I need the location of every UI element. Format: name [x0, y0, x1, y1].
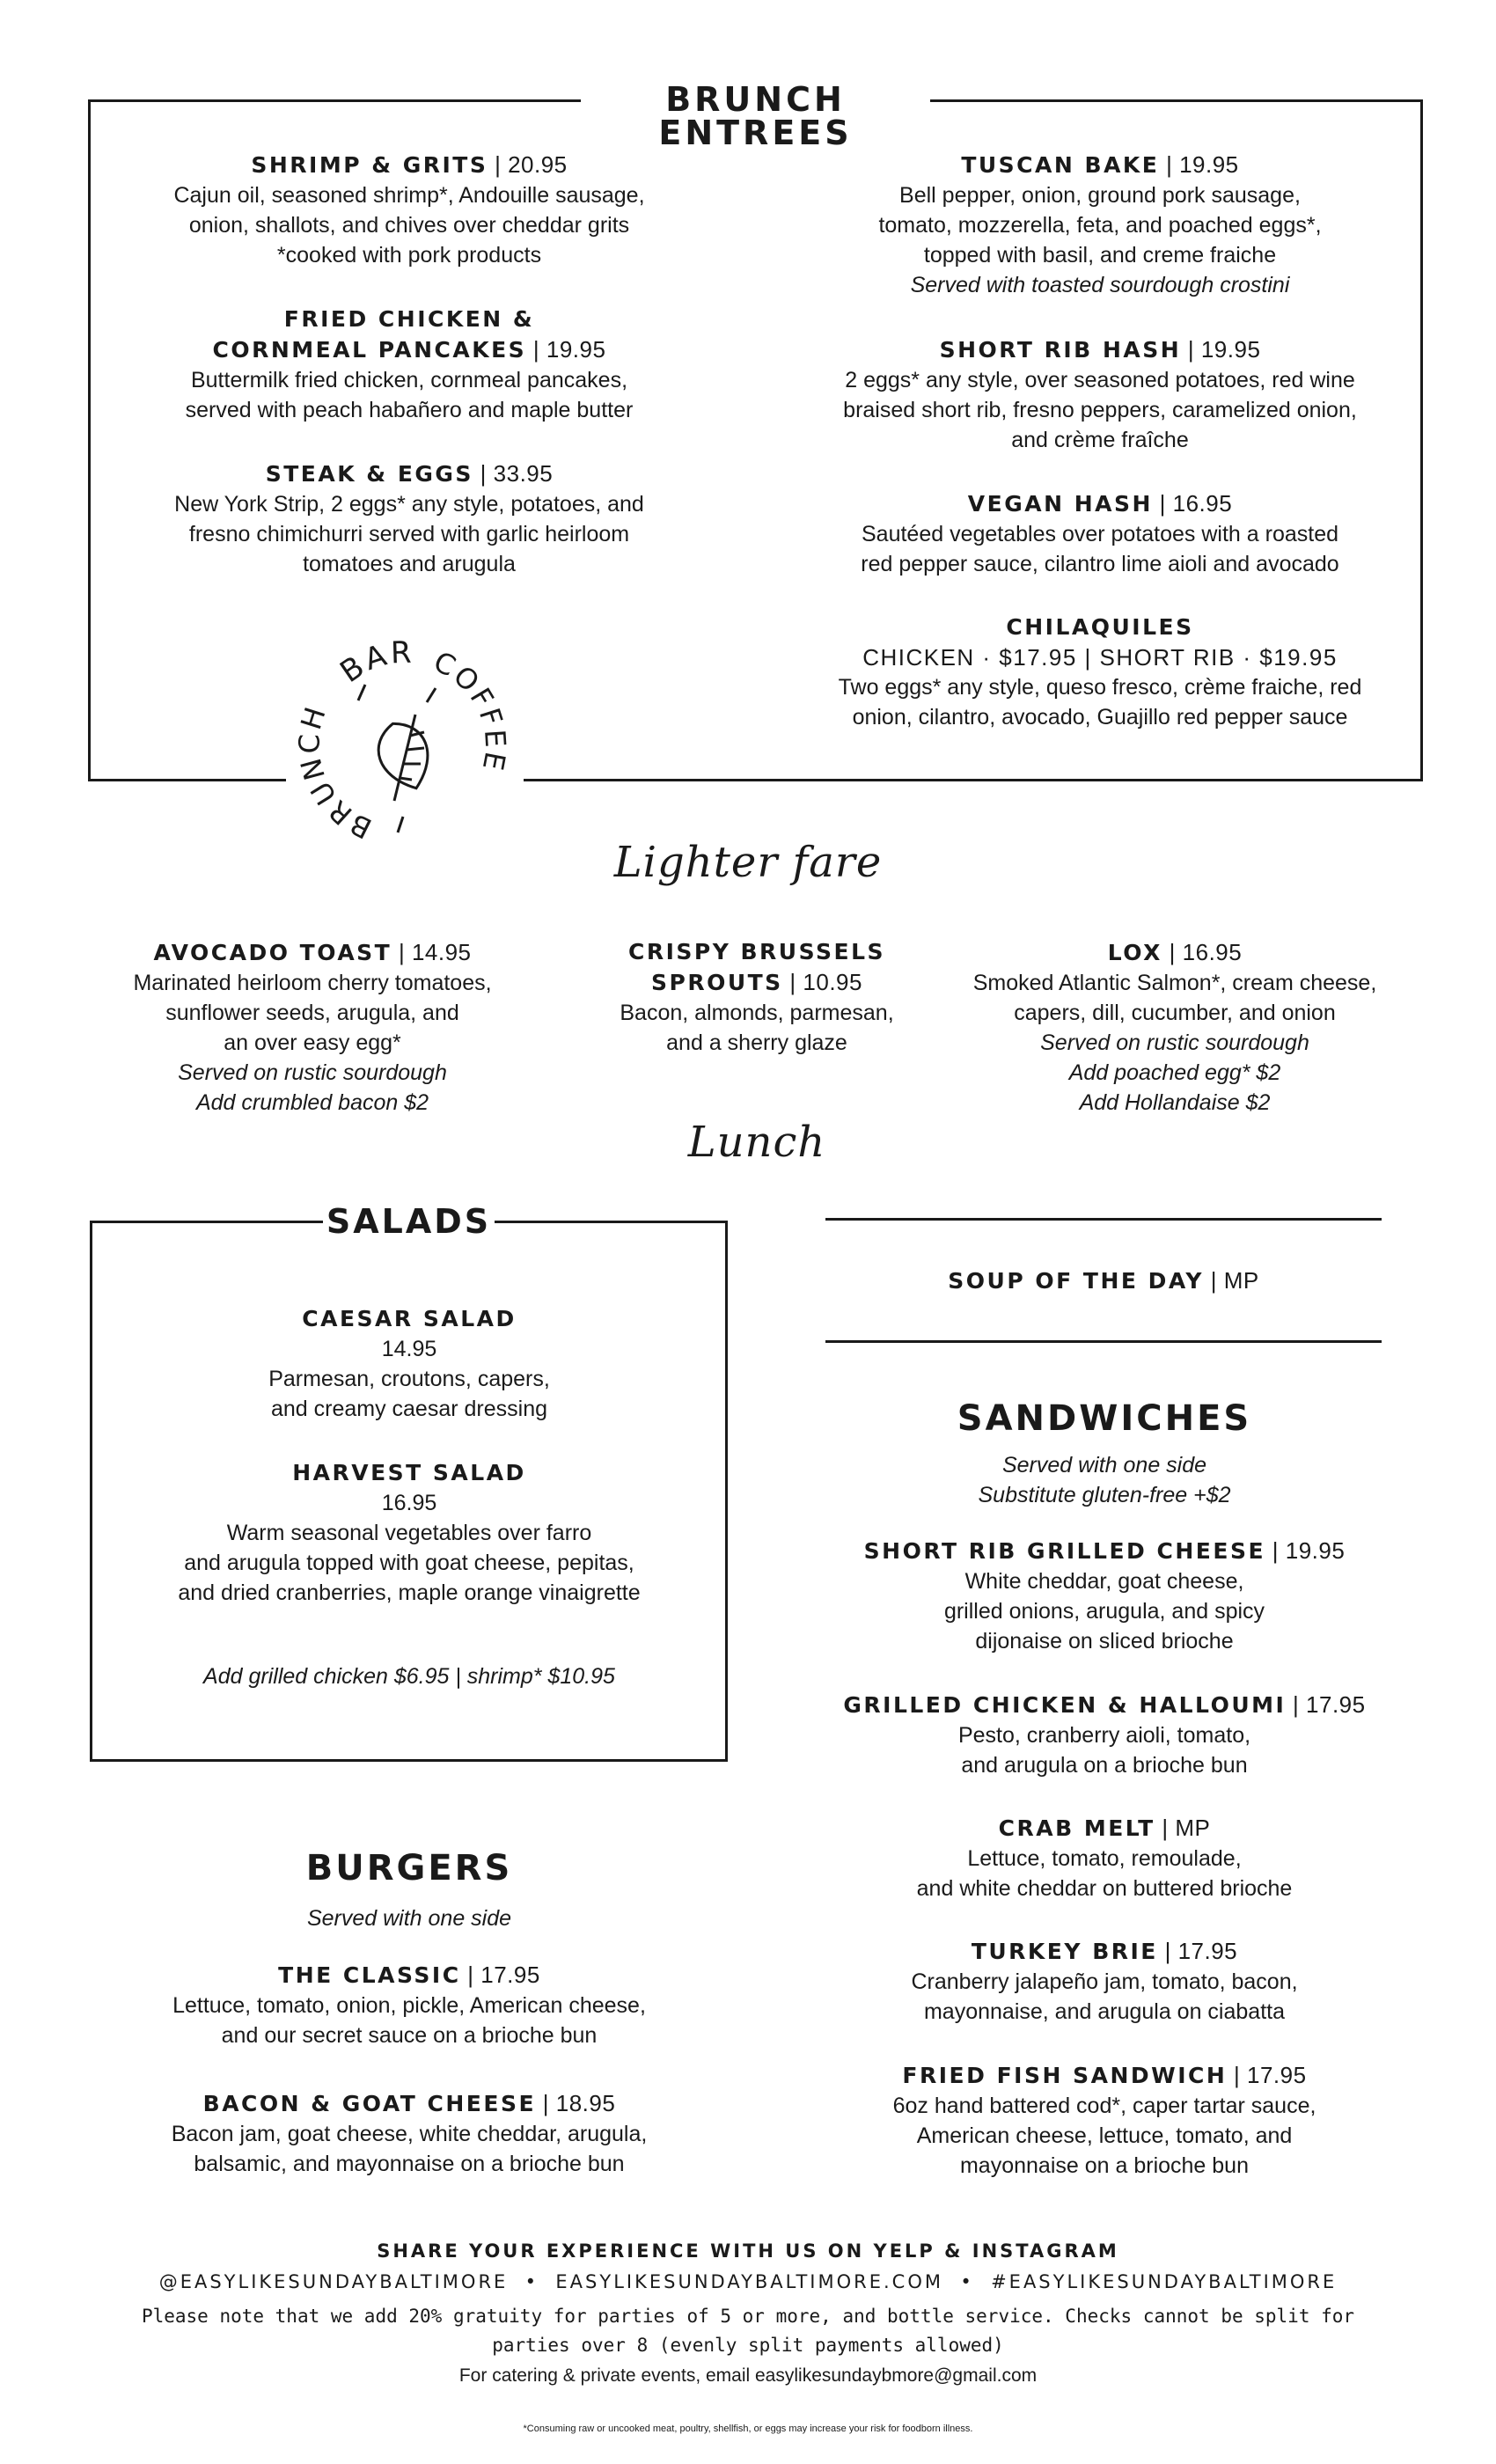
item-desc: fresno chimichurri served with garlic heirloom — [188, 522, 630, 546]
item-desc: Bell pepper, onion, ground pork sausage, — [899, 183, 1301, 208]
item-desc: an over easy egg* — [224, 1030, 401, 1055]
footer-gratuity — [132, 2302, 1364, 2360]
item-price: MP — [1223, 1267, 1259, 1294]
logo-text-brunch: BRUNCH — [292, 700, 378, 846]
item-price: 10.95 — [803, 969, 862, 995]
item-price: 19.95 — [546, 336, 606, 363]
logo-text-bar: BAR — [334, 634, 415, 691]
item-price: 18.95 — [555, 2090, 616, 2116]
menu-item-fried-fish-sandwich: FRIED FISH SANDWICH | 17.95 6oz hand battered cod*, caper tartar sauce, American cheese, lettuce, tomato, and mayonnaise on a brioche bun — [810, 2060, 1399, 2181]
item-note: Served with toasted sourdough crostini — [910, 273, 1290, 297]
item-name: SPROUTS — [651, 970, 783, 995]
item-price: 17.95 — [1246, 2062, 1307, 2088]
footer-catering: For catering & private events, email easylikesundaybmore@gmail.com — [458, 2365, 1038, 2386]
lighter-fare-title: Lighter fare — [613, 838, 883, 887]
menu-item-shrimp-grits: SHRIMP & GRITS | 20.95 Cajun oil, seasoned shrimp*, Andouille sausage, onion, shallots, and chives over cheddar grits *cooked with pork products — [106, 150, 713, 270]
item-desc: mayonnaise, and arugula on ciabatta — [923, 1999, 1285, 2024]
menu-item-harvest-salad — [106, 1458, 713, 1608]
item-desc: topped with basil, and creme fraiche — [923, 243, 1277, 268]
brunch-title: BRUNCH ENTREES — [581, 83, 930, 150]
menu-item-short-rib-hash: SHORT RIB HASH | 19.95 2 eggs* any style, over seasoned potatoes, red wine braised short rib, fresno peppers, caramelized onion, and crème fraîche — [792, 334, 1408, 455]
brunch-box-top-right — [930, 99, 1423, 102]
salads-title: SALADS — [323, 1205, 495, 1238]
item-note: Served on rustic sourdough — [1040, 1030, 1309, 1055]
footer-gratuity-line: parties over 8 (evenly split payments allowed) — [492, 2335, 1004, 2356]
item-name: VEGAN HASH — [967, 491, 1153, 517]
leaf-icon — [370, 715, 439, 801]
item-price: 20.95 — [508, 151, 568, 178]
item-price: 17.95 — [480, 1962, 540, 1988]
brunch-box-left-edge — [88, 99, 91, 781]
menu-item-grilled-chicken-halloumi: GRILLED CHICKEN & HALLOUMI | 17.95 Pesto, cranberry aioli, tomato, and arugula on a brioche bun — [810, 1690, 1399, 1780]
item-name: HARVEST SALAD — [292, 1460, 526, 1485]
menu-item-vegan-hash: VEGAN HASH | 16.95 Sautéed vegetables over potatoes with a roasted red pepper sauce, cilantro lime aioli and avocado — [792, 488, 1408, 579]
item-price: 16.95 — [381, 1491, 437, 1515]
item-name: STEAK & EGGS — [265, 461, 473, 487]
item-desc: Cranberry jalapeño jam, tomato, bacon, — [911, 1969, 1298, 1994]
menu-item-brussels-sprouts: CRISPY BRUSSELS SPROUTS | 10.95 Bacon, almonds, parmesan, and a sherry glaze — [563, 937, 950, 1058]
salads-box-top-left — [90, 1221, 323, 1223]
item-name: TUSCAN BAKE — [961, 152, 1160, 178]
sandwiches-title: SANDWICHES — [880, 1401, 1329, 1436]
brand-logo — [282, 634, 528, 862]
menu-item-short-rib-grilled-cheese: SHORT RIB GRILLED CHEESE | 19.95 White cheddar, goat cheese, grilled onions, arugula, and spicy dijonaise on sliced brioche — [810, 1536, 1399, 1656]
footer-share: SHARE YOUR EXPERIENCE WITH US ON YELP & INSTAGRAM — [377, 2240, 1119, 2262]
item-desc: Cajun oil, seasoned shrimp*, Andouille sausage, — [173, 183, 645, 208]
item-desc: Buttermilk fried chicken, cornmeal pancakes, — [190, 368, 628, 392]
item-desc: Bacon, almonds, parmesan, — [620, 1001, 894, 1025]
item-name: LOX — [1107, 940, 1162, 965]
item-desc: braised short rib, fresno peppers, caramelized onion, — [843, 398, 1357, 422]
item-name: CRISPY BRUSSELS — [627, 939, 886, 964]
item-desc: balsamic, and mayonnaise on a brioche bun — [194, 2152, 625, 2176]
burgers-note: Served with one side — [306, 1906, 512, 1931]
item-desc: and dried cranberries, maple orange vinaigrette — [178, 1580, 641, 1605]
menu-item-tuscan-bake: TUSCAN BAKE | 19.95 Bell pepper, onion, ground pork sausage, tomato, mozzerella, feta, and poached eggs*, topped with basil, and creme fraiche Served with toasted sourdough crostini — [792, 150, 1408, 300]
menu-item-steak-eggs: STEAK & EGGS | 33.95 New York Strip, 2 eggs* any style, potatoes, and fresno chimichurri served with garlic heirloom tomatoes and arugula — [106, 458, 713, 579]
footer-links: @EASYLIKESUNDAYBALTIMORE • EASYLIKESUNDAYBALTIMORE.COM • #EASYLIKESUNDAYBALTIMORE — [158, 2271, 1338, 2292]
item-price: 19.95 — [1200, 336, 1261, 363]
item-desc: and creamy caesar dressing — [270, 1397, 548, 1421]
item-desc: New York Strip, 2 eggs* any style, potatoes, and — [174, 492, 644, 517]
lunch-title: Lunch — [687, 1118, 826, 1167]
footer-gratuity-line: Please note that we add 20% gratuity for parties of 5 or more, and bottle service. Checks cannot be split for — [141, 2306, 1355, 2327]
salads-box-top-right — [495, 1221, 728, 1223]
item-desc: and a sherry glaze — [666, 1030, 847, 1055]
logo-text-coffee: COFFEE — [428, 644, 513, 776]
soup-divider-bottom — [825, 1340, 1382, 1343]
item-desc: mayonnaise on a brioche bun — [959, 2153, 1249, 2178]
item-price: MP — [1175, 1815, 1211, 1841]
item-name: CAESAR SALAD — [302, 1306, 517, 1331]
item-price: 19.95 — [1285, 1537, 1346, 1564]
item-name: GRILLED CHICKEN & HALLOUMI — [843, 1692, 1287, 1718]
item-note: Add poached egg* $2 — [1068, 1060, 1281, 1085]
brunch-box-bottom-left — [88, 779, 286, 781]
item-desc: capers, dill, cucumber, and onion — [1014, 1001, 1336, 1025]
item-desc: Warm seasonal vegetables over farro — [226, 1521, 592, 1545]
brunch-box-top-left — [88, 99, 581, 102]
item-name: CORNMEAL PANCAKES — [212, 337, 527, 363]
item-price-options: CHICKEN · $17.95 | SHORT RIB · $19.95 — [862, 644, 1338, 671]
item-name: TURKEY BRIE — [971, 1939, 1158, 1964]
menu-item-chilaquiles — [792, 612, 1408, 732]
salads-box-left-edge — [90, 1221, 92, 1762]
item-desc: Lettuce, tomato, onion, pickle, American cheese, — [172, 1993, 646, 2018]
menu-item-turkey-brie: TURKEY BRIE | 17.95 Cranberry jalapeño jam, tomato, bacon, mayonnaise, and arugula on ciabatta — [810, 1936, 1399, 2027]
item-name: THE CLASSIC — [278, 1962, 461, 1988]
soup-divider-top — [825, 1218, 1382, 1221]
item-desc: onion, cilantro, avocado, Guajillo red pepper sauce — [852, 705, 1348, 730]
item-desc: and arugula topped with goat cheese, pepitas, — [184, 1551, 634, 1575]
footer-disclaimer: *Consuming raw or uncooked meat, poultry, shellfish, or eggs may increase your risk for foodborn illness. — [523, 2424, 973, 2434]
item-desc: Lettuce, tomato, remoulade, — [967, 1846, 1242, 1871]
item-price: 14.95 — [381, 1337, 437, 1361]
item-desc: 6oz hand battered cod*, caper tartar sauce, — [892, 2094, 1316, 2118]
section-note: Substitute gluten-free +$2 — [978, 1483, 1231, 1507]
item-note: Add crumbled bacon $2 — [195, 1090, 429, 1115]
item-name: AVOCADO TOAST — [153, 940, 392, 965]
item-price: 16.95 — [1172, 490, 1233, 517]
item-note: Served on rustic sourdough — [178, 1060, 447, 1085]
item-desc: and crème fraîche — [1011, 428, 1189, 452]
item-desc: and our secret sauce on a brioche bun — [221, 2023, 598, 2048]
item-name: CHILAQUILES — [1006, 614, 1194, 640]
item-desc: 2 eggs* any style, over seasoned potatoes, red wine — [845, 368, 1355, 392]
item-desc: served with peach habañero and maple butter — [185, 398, 634, 422]
salads-box-right-edge — [725, 1221, 728, 1762]
item-price: 17.95 — [1306, 1691, 1366, 1718]
menu-item-soup: SOUP OF THE DAY | MP — [948, 1267, 1259, 1294]
item-desc: American cheese, lettuce, tomato, and — [916, 2123, 1293, 2148]
item-price: 19.95 — [1179, 151, 1239, 178]
item-name: SOUP OF THE DAY — [948, 1268, 1204, 1294]
item-name: FRIED FISH SANDWICH — [902, 2063, 1228, 2088]
item-name: SHORT RIB GRILLED CHEESE — [863, 1538, 1266, 1564]
item-desc: tomato, mozzerella, feta, and poached eggs*, — [878, 213, 1322, 238]
menu-item-bacon-goat-cheese: BACON & GOAT CHEESE | 18.95 Bacon jam, goat cheese, white cheddar, arugula, balsamic, and mayonnaise on a brioche bun — [106, 2088, 713, 2179]
item-price: 16.95 — [1182, 939, 1243, 965]
burgers-title: BURGERS — [211, 1851, 607, 1886]
item-desc: *cooked with pork products — [276, 243, 542, 268]
brunch-box-bottom-right — [524, 779, 1423, 781]
item-desc: Marinated heirloom cherry tomatoes, — [133, 971, 492, 995]
item-desc: sunflower seeds, arugula, and — [165, 1001, 459, 1025]
item-desc: Bacon jam, goat cheese, white cheddar, arugula, — [171, 2122, 648, 2146]
item-name: BACON & GOAT CHEESE — [202, 2091, 537, 2116]
menu-item-lox: LOX | 16.95 Smoked Atlantic Salmon*, cream cheese, capers, dill, cucumber, and onion Served on rustic sourdough Add poached egg* $2 Add Hollandaise $2 — [950, 937, 1399, 1118]
item-desc: red pepper sauce, cilantro lime aioli and avocado — [861, 552, 1339, 576]
brunch-box-right-edge — [1420, 99, 1423, 781]
item-desc: and arugula on a brioche bun — [961, 1753, 1248, 1778]
item-desc: Sautéed vegetables over potatoes with a roasted — [861, 522, 1339, 546]
menu-item-the-classic: THE CLASSIC | 17.95 Lettuce, tomato, onion, pickle, American cheese, and our secret sauce on a brioche bun — [106, 1960, 713, 2050]
item-desc: onion, shallots, and chives over cheddar grits — [188, 213, 630, 238]
item-name: FRIED CHICKEN & — [283, 306, 535, 332]
item-price: 33.95 — [493, 460, 554, 487]
item-desc: tomatoes and arugula — [303, 552, 516, 576]
item-desc: Smoked Atlantic Salmon*, cream cheese, — [972, 971, 1377, 995]
item-desc: White cheddar, goat cheese, — [964, 1569, 1244, 1594]
item-name: SHORT RIB HASH — [939, 337, 1182, 363]
item-desc: dijonaise on sliced brioche — [975, 1629, 1234, 1654]
item-name: CRAB MELT — [998, 1815, 1155, 1841]
item-price: 14.95 — [411, 939, 472, 965]
salads-box-bottom — [90, 1759, 728, 1762]
salads-addon: Add grilled chicken $6.95 | shrimp* $10.95 — [203, 1664, 615, 1689]
item-desc: and white cheddar on buttered brioche — [916, 1876, 1293, 1901]
item-name: SHRIMP & GRITS — [251, 152, 488, 178]
item-price: 17.95 — [1177, 1938, 1238, 1964]
item-desc: grilled onions, arugula, and spicy — [943, 1599, 1265, 1624]
item-note: Add Hollandaise $2 — [1079, 1090, 1271, 1115]
item-desc: Two eggs* any style, queso fresco, crème fraiche, red — [838, 675, 1362, 700]
sandwiches-notes — [836, 1450, 1373, 1510]
item-desc: Pesto, cranberry aioli, tomato, — [957, 1723, 1251, 1748]
menu-item-fried-chicken: FRIED CHICKEN & CORNMEAL PANCAKES | 19.95 Buttermilk fried chicken, cornmeal pancakes, served with peach habañero and maple butter — [106, 304, 713, 425]
menu-item-avocado-toast: AVOCADO TOAST | 14.95 Marinated heirloom cherry tomatoes, sunflower seeds, arugula, and an over easy egg* Served on rustic sourdough Add crumbled bacon $2 — [97, 937, 528, 1118]
item-desc: Parmesan, croutons, capers, — [268, 1367, 550, 1391]
menu-item-caesar-salad — [106, 1304, 713, 1424]
section-note: Served with one side — [1001, 1453, 1207, 1478]
menu-item-crab-melt: CRAB MELT | MP Lettuce, tomato, remoulade, and white cheddar on buttered brioche — [810, 1813, 1399, 1903]
